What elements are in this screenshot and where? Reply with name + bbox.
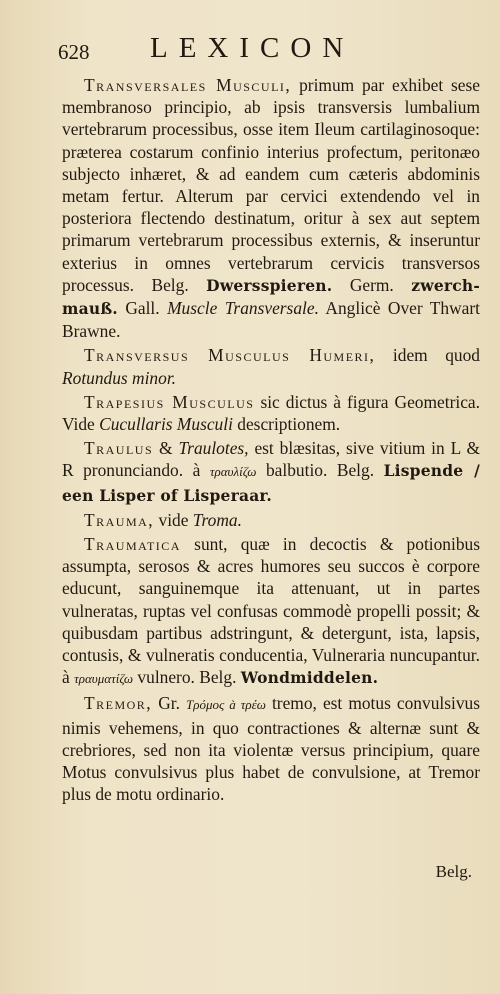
italic-text: Traulotes, xyxy=(178,438,249,459)
lexicon-entry xyxy=(62,344,480,388)
entry-headword: Transversales Musculi, xyxy=(84,75,292,95)
lexicon-entry xyxy=(62,74,480,342)
page-number: 628 xyxy=(58,40,90,64)
greek-text: τραυματίζω xyxy=(74,671,134,687)
entry-text: balbutio. Belg. xyxy=(256,460,384,481)
lexicon-entry xyxy=(62,391,480,435)
lexicon-text xyxy=(62,74,480,808)
blackletter-text: zwerch-mauß. xyxy=(62,275,480,319)
entry-text: Gall. xyxy=(117,298,168,319)
entry-text: vide xyxy=(154,509,193,530)
entry-headword: Trauma, xyxy=(84,509,155,530)
entry-text: descriptionem. xyxy=(232,414,341,435)
greek-text: τραυλίζω xyxy=(209,464,257,480)
running-title: LEXICON xyxy=(150,32,355,64)
italic-text: Muscle Transversale. xyxy=(167,298,319,319)
entry-headword: Traulus xyxy=(84,438,154,459)
entry-text: est blæsitas, sive vitium in L & R pronunciando. à xyxy=(62,438,480,481)
entry-headword: Trapesius Musculus xyxy=(84,391,255,412)
page-header xyxy=(58,32,460,68)
entry-text: sic dictus à figura Geometrica. Vide xyxy=(62,391,480,435)
entry-text: Germ. xyxy=(332,274,412,295)
entry-text: Anglicè Over Thwart Brawne. xyxy=(62,298,481,342)
entry-text: tremo, est motus convulsivus nimis vehemens, in quo contractiones & alternæ sunt & crebriores, sed non ita violentæ versus principium, quare Motus convulsivus plus habet de convulsione, at Tremor plus de motu ordinario. xyxy=(62,693,480,805)
entry-text: & xyxy=(153,438,179,459)
lexicon-entry xyxy=(62,437,480,507)
entry-text: Gr. xyxy=(152,693,187,714)
lexicon-entry xyxy=(62,692,480,805)
entry-headword: Tremor, xyxy=(84,693,153,714)
entry-headword: Traumatica xyxy=(84,534,181,555)
italic-text: Rotundus minor. xyxy=(62,367,177,388)
greek-text: Τρόμος à τρέω xyxy=(186,697,266,713)
entry-headword: Transversus Musculus Humeri, xyxy=(84,345,376,366)
lexicon-entry xyxy=(62,533,480,690)
lexicon-entry xyxy=(62,509,480,531)
italic-text: Troma. xyxy=(192,509,242,530)
italic-text: Cucullaris Musculi xyxy=(99,414,233,435)
blackletter-text: Lispende / een Lisper of Lisperaar. xyxy=(62,461,480,505)
blackletter-text: Wondmiddelen. xyxy=(240,668,379,688)
entry-text: idem quod xyxy=(375,345,480,366)
entry-text: vulnero. Belg. xyxy=(133,667,241,688)
catchword: Belg. xyxy=(435,862,472,881)
blackletter-text: Dwersspieren. xyxy=(206,275,333,295)
entry-text: primum par exhibet sese membranoso principio, ab ipsis transversis lumbalium vertebrarum processibus, osse item Ileum cartilaginosoque: præterea costarum confinio interius profectum, peritonæo subjecto inhæret, & ad eandem cum cæteris abdominis metam fertur. Alterum par cervici extendendo vel in posteriora flectendo destinatum, oritur à sex aut septem primarum vertebrarum processibus externis, & inseruntur exterius in omnes vertebrarum cervicis transversos processus. Belg. xyxy=(62,75,480,295)
entry-text: sunt, quæ in decoctis & potionibus assumpta, serosos & acres humores seu succos è corpore educunt, sanguinemque ita attenuant, ut in partes vulneratas, ruptas vel confusas commodè propelli possit; & quibusdam partibus adstringunt, & detergunt, ista, lapsis, contusis, & vulneratis conducentia, Vulneraria nuncupantur. à xyxy=(62,534,480,688)
